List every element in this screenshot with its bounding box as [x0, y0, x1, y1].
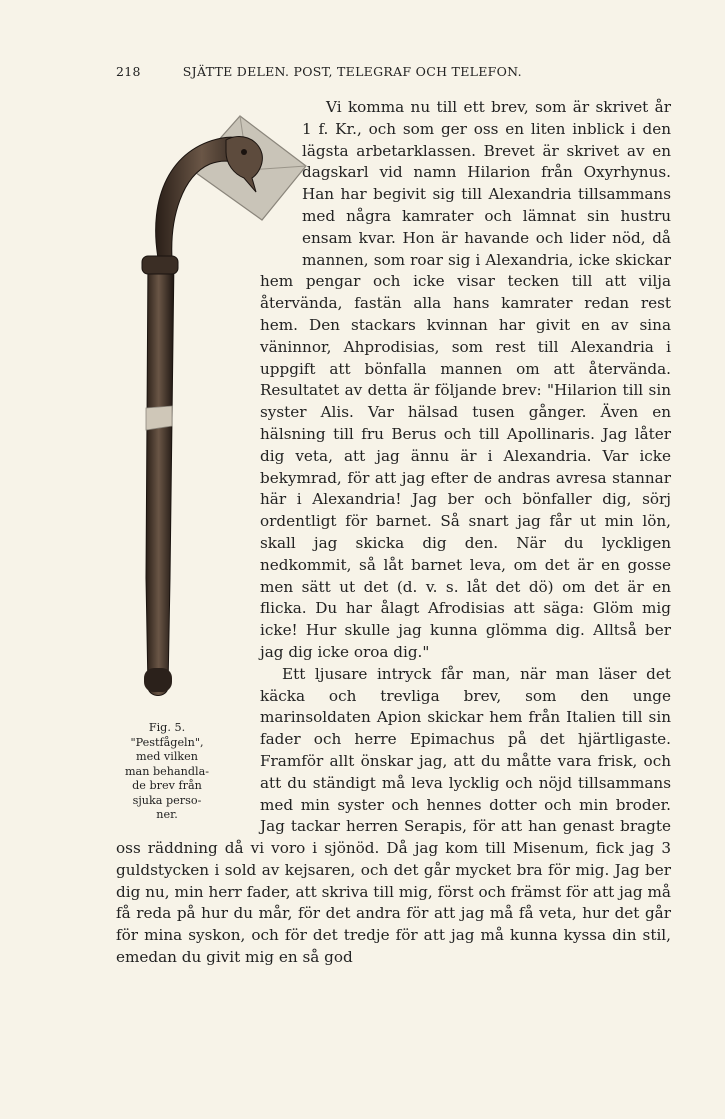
figure-caption-line: "Pestfågeln",: [130, 735, 204, 749]
figure-caption-line: ner.: [156, 808, 178, 821]
figure-caption-line: sjuka perso-: [132, 793, 202, 807]
running-title: SJÄTTE DELEN. POST, TELEGRAF OCH TELEFON.: [182, 64, 522, 79]
page-number: 218: [116, 64, 141, 79]
body-text: [116, 97, 671, 969]
running-header: [116, 64, 592, 79]
figure-caption-line: de brev från: [132, 779, 202, 792]
text-wrap-spacer: [116, 97, 302, 252]
figure-caption-line: man behandla-: [124, 764, 210, 778]
figure-caption-line: med vilken: [135, 750, 199, 763]
paragraph: Ett ljusare intryck får man, när man läser det käcka och trevliga brev, som den unge marinsoldaten Apion skickar hem från Italien till sin fader och herre Epimachus på det hjärtligaste. Framför allt önskar jag, att du måtte vara frisk, och att du ständigt må leva lycklig och nöjd tillsammans med min syster och hennes dotter och min broder. Jag tackar herren Serapis, för att han genast bragte oss räddning då vi voro i sjönöd. Då jag kom till Misenum, fick jag 3 guldstycken i sold av kejsaren, och det går mycket bra för mig. Jag ber dig nu, min herr fader, att skriva till mig, först och främst för att jag må få reda på hur du mår, för det andra för att jag må få veta, hur det går för mina syskon, och för det tredje för att jag må kunna kyssa din stil, emedan du givit mig en så god: [116, 664, 671, 967]
figure-caption-title: Fig. 5.: [148, 721, 186, 734]
paragraph: Vi komma nu till ett brev, som är skrivet år 1 f. Kr., och som ger oss en liten inblick i den lägsta arbetarklassen. Brevet är skrivet av en dagskarl vid namn Hilarion från Oxyrhynus. Han har begivit sig till Alexandria tillsammans med några kamrater och lämnat sin hustru ensam kvar. Hon är havande och lider nöd, då mannen, som roar sig i Alexandria, icke skickar hem pengar och icke visar tecken till att vilja återvända, fastän alla hans kamrater redan rest hem. Den stackars kvinnan har givit en av sina väninnor, Ahprodisias, som rest till Alexandria i uppgift att bönfalla mannen om att återvända. Resultatet av detta är följande brev: "Hilarion till sin syster Alis. Var hälsad tusen gånger. Även en hälsning till fru Berus och till Apollinaris. Jag låter dig veta, att jag ännu är i Alexandria. Var icke bekymrad, för att jag efter de andras avresa stannar här i Alexandria! Jag ber och bönfaller dig, sörj ordentligt för barnet. Så snart jag får ut min lön, skall jag skicka dig den. När du lyckligen nedkommit, så låt barnet leva, om det är en gosse men sätt ut det (d. v. s. låt det dö) om det är en flicka. Du har ålagt Afrodisias att säga: Glöm mig icke! Hur skulle jag kunna glömma dig. Alltså ber jag dig icke oroa dig.": [260, 98, 671, 661]
text-wrap-spacer: [116, 252, 260, 832]
